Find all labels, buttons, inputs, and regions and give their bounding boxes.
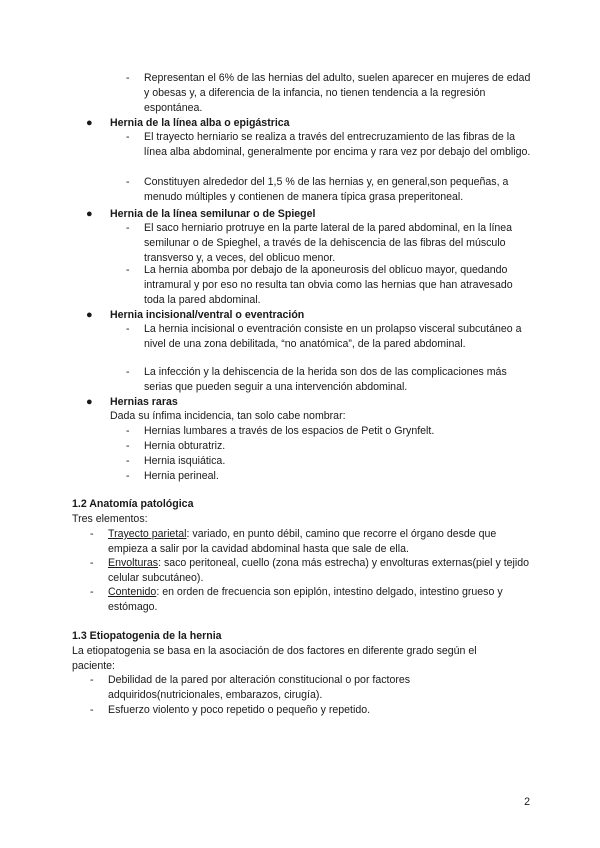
bullet-icon: ● (86, 309, 93, 321)
document-page: - Representan el 6% de las hernias del adulto, suelen aparecer en mujeres de edad y obesas y, a diferencia de la infancia, no tienen tendencia a la regresión espontánea. ● Hernia de la línea alba o epigástrica - El trayecto herniario se realiza a través del entrecruzamiento de las fibras de la línea alba abdominal, generalmente por encima y rara vez por debajo del ombligo. - Constituyen alrededor del 1,5 % de las hernias y, en general,son pequeñas, a menudo múltiples y contienen de manera típica grasa preperitoneal. ● Hernia de la línea semilunar o de Spiegel - El saco herniario protruye en la parte lateral de la pared abdominal, en la línea semilunar o de Spieghel, a través de la dehiscencia de las fibras del músculo transverso y, a veces, del oblicuo menor. - La hernia abomba por debajo de la aponeurosis del oblicuo mayor, quedando intramural y por eso no resulta tan obvia como las hernias que han atravesado toda la pared abdominal. ● Hernia incisional/ventral o eventración - La hernia incisional o eventración consiste en un prolapso visceral subcutáneo a nivel de una zona debilitada, “no anatómica”, de la pared abdominal. - La infección y la dehiscencia de la herida son dos de las complicaciones más serias que pueden seguir a una intervención abdominal. ● Hernias raras Dada su ínfima incidencia, tan solo cabe nombrar: - Hernias lumbares a través de los espacios de Petit o Grynfelt. - Hernia obturatriz. - Hernia isquiática. - Hernia perineal. 1.2 Anatomía patológica Tres elementos: - Trayecto parietal: variado, en punto débil, camino que recorre el órgano desde que empieza a salir por la cavidad abdominal hasta que sale de ella. - Envolturas: saco peritoneal, cuello (zona más estrecha) y envolturas externas(piel y tejido celular subcutáneo). - Contenido: en orden de frecuencia son epiplón, intestino delgado, intestino grueso y estómago. 1.3 Etiopatogenia de la hernia La etiopatogenia se basa en la asociación de dos factores en diferente grado según el paciente: - Debilidad de la pared por alteración constitucional o por factores adquiridos(nutricionales, embarazos, cirugía). - Esfuerzo violento y poco repetido o pequeño y repetido. 2 (72, 72, 531, 808)
section-title-anatomia: 1.2 Anatomía patológica (72, 498, 194, 510)
page-number: 2 (524, 796, 530, 808)
bullet-icon: ● (86, 208, 93, 220)
raras-intro: Dada su ínfima incidencia, tan solo cabe nombrar: (110, 410, 346, 422)
term-trayecto: Trayecto parietal (108, 528, 187, 540)
bullet-icon: ● (86, 396, 93, 408)
bullet-icon: ● (86, 117, 93, 129)
section-intro: Tres elementos: (72, 513, 148, 525)
section-intro: La etiopatogenia se basa en la asociación de dos factores en diferente grado según el paciente: (72, 645, 477, 672)
term-contenido: Contenido (108, 586, 157, 598)
section-title-etiopatogenia: 1.3 Etiopatogenia de la hernia (72, 630, 222, 642)
term-envolturas: Envolturas (108, 557, 159, 569)
